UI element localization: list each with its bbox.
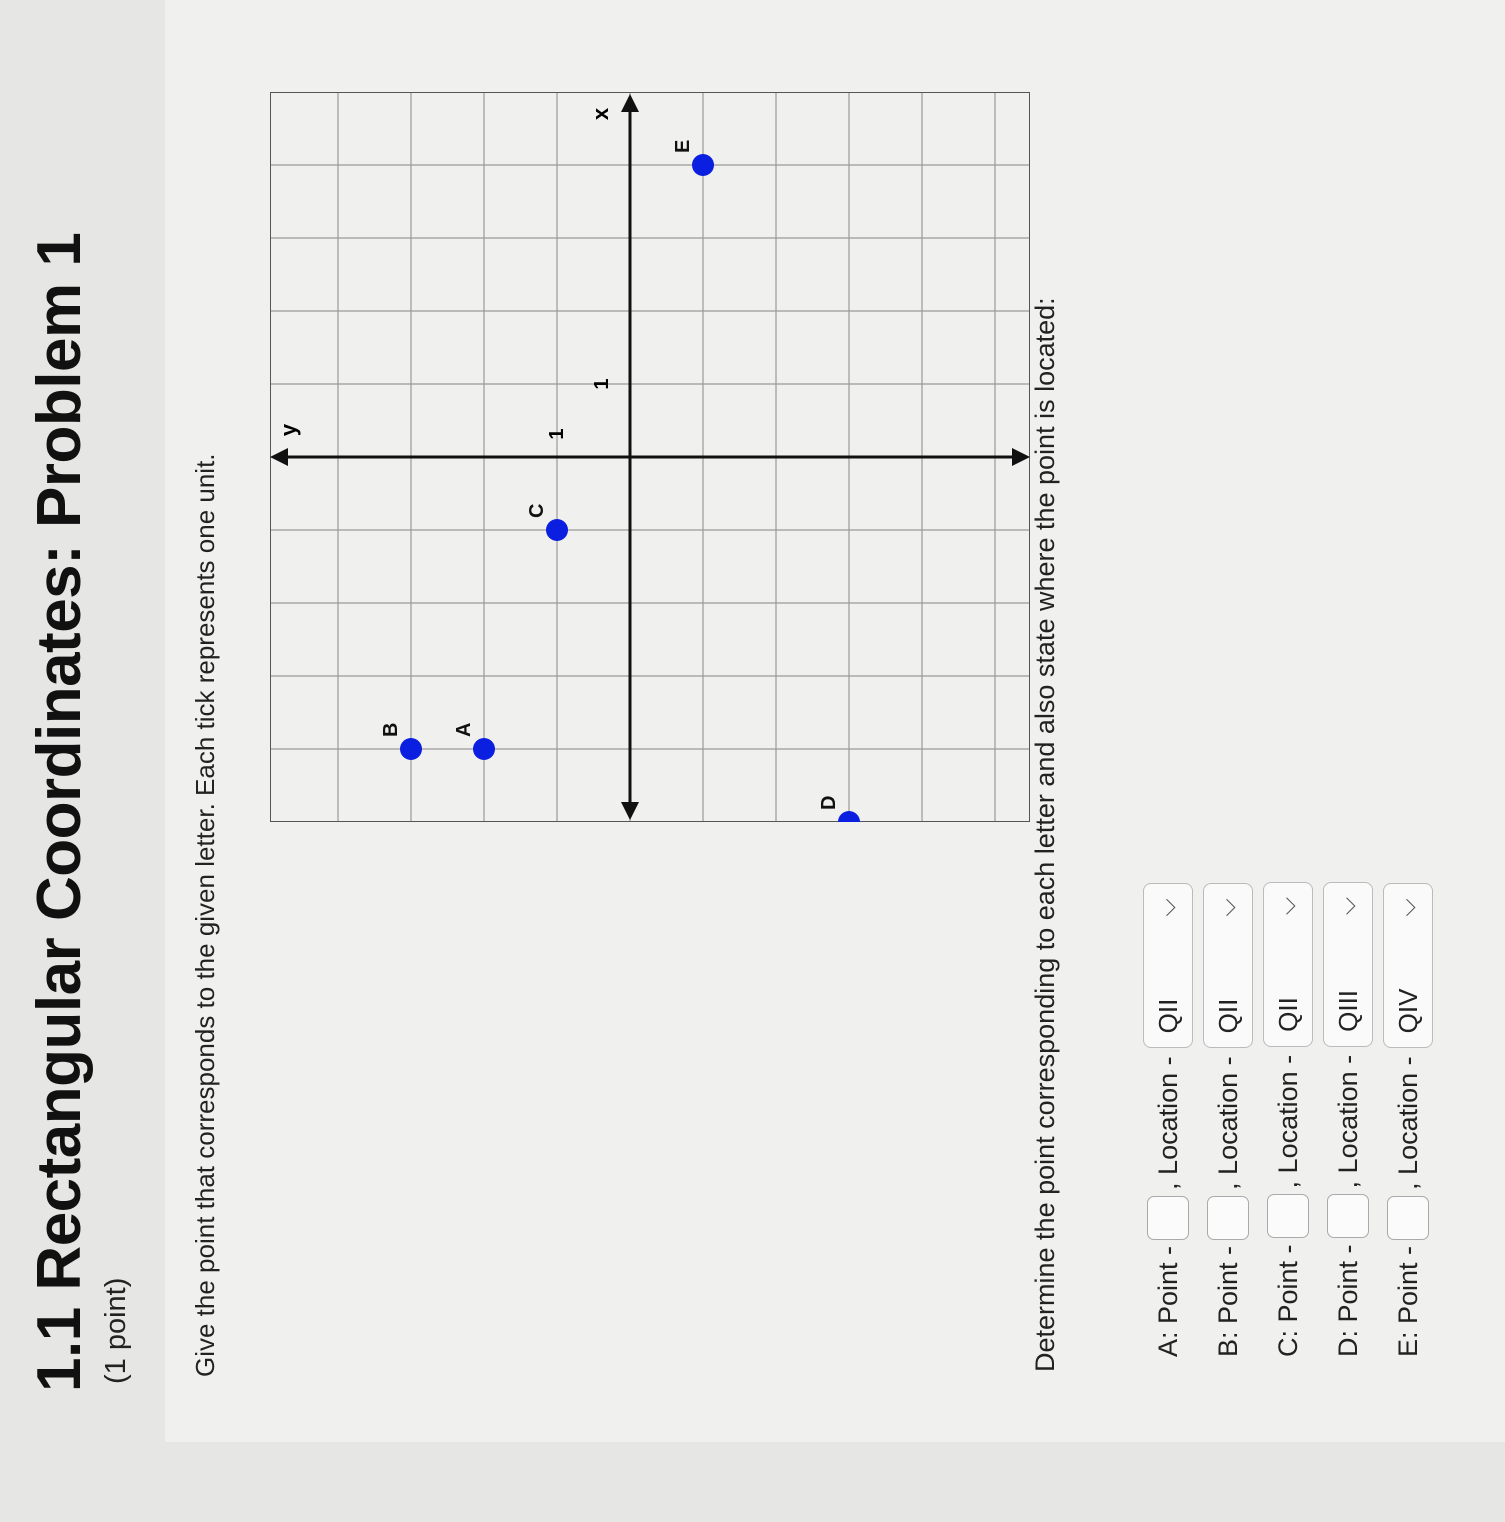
location-value-b: QII <box>1212 998 1243 1034</box>
location-label-b: , Location - <box>1212 1056 1243 1190</box>
chevron-down-icon: ⌵ <box>1334 896 1361 916</box>
point-a-label: A <box>453 722 475 737</box>
x-axis-arrow-right <box>621 94 639 112</box>
point-e-marker <box>692 154 714 176</box>
location-select-c[interactable] <box>1263 882 1313 1047</box>
location-select-a[interactable] <box>1143 883 1193 1048</box>
answer-row-a <box>1140 883 1196 1357</box>
chevron-down-icon: ⌵ <box>1394 898 1421 917</box>
location-value-d: QIII <box>1332 989 1363 1032</box>
point-input-d[interactable] <box>1327 1194 1369 1238</box>
answer-row-b <box>1200 883 1256 1357</box>
answer-label-b: B: Point - <box>1212 1245 1243 1357</box>
location-label-e: , Location - <box>1392 1056 1423 1190</box>
location-label-a: , Location - <box>1152 1056 1183 1190</box>
point-c-marker <box>546 519 568 541</box>
answer-row-e <box>1380 883 1436 1357</box>
answer-label-c: C: Point - <box>1272 1244 1303 1357</box>
chevron-down-icon: ⌵ <box>1274 896 1301 916</box>
points <box>380 140 860 822</box>
y-axis-arrow-down <box>1012 448 1030 466</box>
y-axis-arrow-up <box>270 448 288 466</box>
point-e-label: E <box>672 139 694 153</box>
location-select-d[interactable] <box>1323 882 1373 1047</box>
instructions: Give the point that corresponds to the given letter. Each tick represents one unit. <box>190 453 220 1377</box>
chevron-down-icon: ⌵ <box>1154 898 1181 917</box>
point-input-c[interactable] <box>1267 1194 1309 1238</box>
answer-label-d: D: Point - <box>1332 1244 1363 1357</box>
chevron-down-icon: ⌵ <box>1214 898 1241 917</box>
point-input-b[interactable] <box>1207 1196 1249 1240</box>
question-text: Determine the point corresponding to each letter and also state where the point is located: <box>1030 297 1060 1372</box>
point-b-label: B <box>380 722 402 737</box>
point-input-a[interactable] <box>1147 1196 1189 1240</box>
answer-row-c <box>1260 882 1316 1357</box>
x-axis-label: x <box>588 107 613 121</box>
y-axis-label: y <box>276 423 301 437</box>
location-select-e[interactable] <box>1383 883 1433 1048</box>
x-tick-label-1: 1 <box>591 378 613 390</box>
y-tick-label-1: 1 <box>546 428 568 440</box>
point-value: (1 point) <box>100 1277 132 1384</box>
point-c-label: C <box>526 503 548 518</box>
location-value-c: QII <box>1272 997 1303 1032</box>
coordinate-graph <box>270 92 1030 822</box>
point-d-label: D <box>818 795 840 810</box>
x-axis-arrow-left <box>621 802 639 820</box>
axes <box>270 94 1030 820</box>
location-select-b[interactable] <box>1203 883 1253 1048</box>
point-a-marker <box>473 738 495 760</box>
location-value-e: QIV <box>1392 988 1423 1034</box>
point-d-marker <box>838 811 860 822</box>
point-input-e[interactable] <box>1387 1196 1429 1240</box>
point-b-marker <box>400 738 422 760</box>
location-value-a: QII <box>1152 998 1183 1034</box>
answer-label-e: E: Point - <box>1392 1245 1423 1357</box>
location-label-c: , Location - <box>1272 1054 1303 1189</box>
answer-row-d <box>1320 882 1376 1357</box>
location-label-d: , Location - <box>1332 1054 1363 1189</box>
answer-label-a: A: Point - <box>1152 1245 1183 1357</box>
page-title: 1.1 Rectangular Coordinates: Problem 1 <box>25 232 94 1392</box>
